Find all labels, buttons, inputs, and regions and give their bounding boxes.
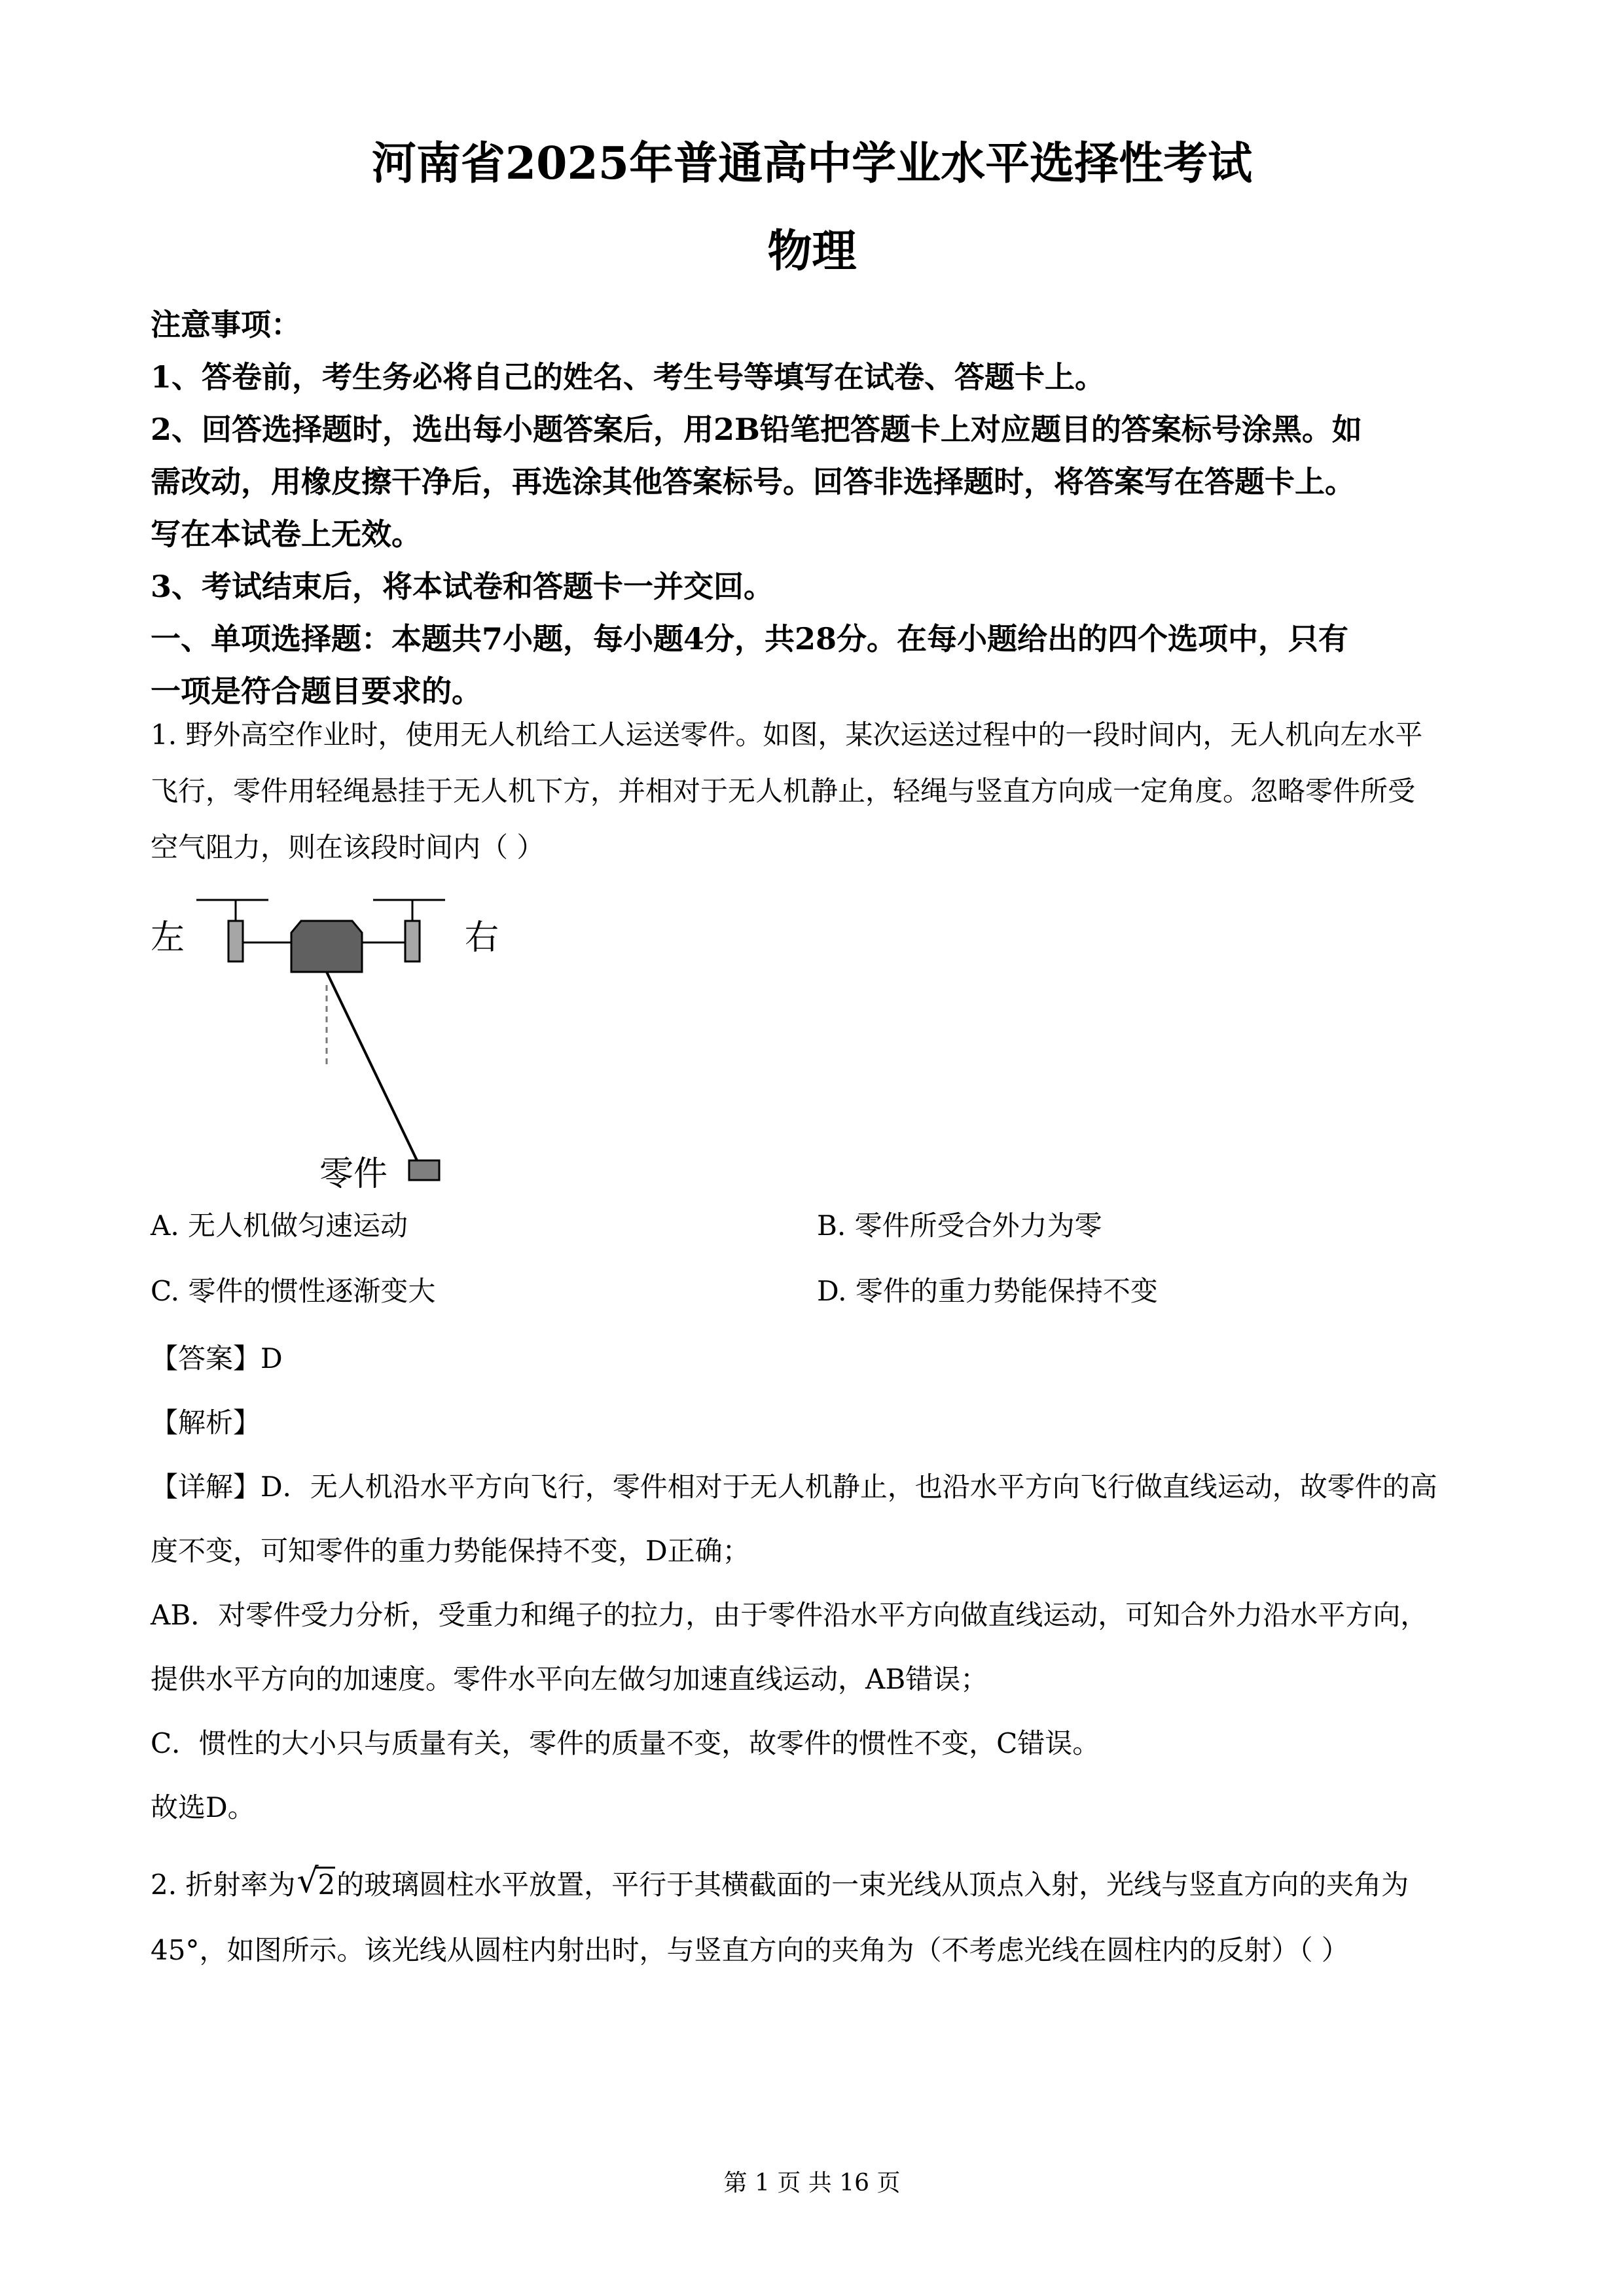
page-footer: 第 1 页 共 16 页 bbox=[723, 2170, 901, 2197]
question-2-line-1-post: 的玻璃圆柱水平放置，平行于其横截面的一束光线从顶点入射，光线与竖直方向的夹角为 bbox=[336, 1869, 1409, 1901]
section-heading-line-2: 一项是符合题目要求的。 bbox=[151, 673, 482, 709]
section-heading-line-1: 一、单项选择题：本题共7小题，每小题4分，共28分。在每小题给出的四个选项中，只有 bbox=[151, 621, 1349, 656]
notice-item-2-line-3: 写在本试卷上无效。 bbox=[151, 516, 422, 552]
right-propeller-icon bbox=[373, 900, 445, 921]
rope-line bbox=[327, 972, 418, 1162]
drone-figure bbox=[144, 887, 511, 1194]
part-label: 零件 bbox=[319, 1155, 388, 1194]
notice-item-2-line-1: 2、回答选择题时，选出每小题答案后，用2B铅笔把答题卡上对应题目的答案标号涂黑。如 bbox=[151, 412, 1362, 447]
option-c: C. 零件的惯性逐渐变大 bbox=[151, 1275, 436, 1307]
sqrt-symbol: √ bbox=[297, 1861, 319, 1901]
notice-item-2-line-2: 需改动，用橡皮擦干净后，再选涂其他答案标号。回答非选择题时，将答案写在答题卡上。 bbox=[151, 464, 1355, 499]
notice-item-3: 3、考试结束后，将本试卷和答题卡一并交回。 bbox=[151, 569, 774, 604]
part-block-icon bbox=[409, 1160, 439, 1180]
answer-line bbox=[151, 1327, 1479, 1391]
sqrt-two-expression bbox=[297, 1852, 335, 1918]
right-rotor-housing-icon bbox=[362, 921, 420, 961]
notice-section bbox=[151, 298, 1479, 717]
detail-line-5: C．惯性的大小只与质量有关，零件的质量不变，故零件的惯性不变，C错误。 bbox=[151, 1727, 1100, 1759]
exam-title: 河南省2025年普通高中学业水平选择性考试 bbox=[371, 137, 1253, 190]
question-2-line-2: 45°，如图所示。该光线从圆柱内射出时，与竖直方向的夹角为（不考虑光线在圆柱内的反射）（ ） bbox=[151, 1934, 1349, 1966]
question-2-stem bbox=[151, 1852, 1479, 1983]
question-2-line-1 bbox=[151, 1852, 1479, 1918]
left-propeller-icon bbox=[196, 900, 268, 921]
option-d: D. 零件的重力势能保持不变 bbox=[817, 1275, 1158, 1307]
detail-tag: 【详解】 bbox=[151, 1471, 261, 1503]
drone-body-icon bbox=[291, 921, 362, 972]
right-label: 右 bbox=[465, 918, 499, 958]
detail-line-4: 提供水平方向的加速度。零件水平向左做匀加速直线运动，AB错误； bbox=[151, 1663, 988, 1695]
sqrt-value: 2 bbox=[315, 1867, 335, 1901]
detail-line-2: 度不变，可知零件的重力势能保持不变，D正确； bbox=[151, 1535, 750, 1567]
question-1-line-1: 1. 野外高空作业时，使用无人机给工人运送零件。如图，某次运送过程中的一段时间内，无人机向左水平 bbox=[151, 719, 1423, 751]
question-1-line-2: 飞行，零件用轻绳悬挂于无人机下方，并相对于无人机静止，轻绳与竖直方向成一定角度。忽略零件所受 bbox=[151, 775, 1416, 807]
left-rotor-housing-icon bbox=[228, 921, 291, 961]
answer-value: D bbox=[261, 1342, 283, 1374]
subject-title: 物理 bbox=[767, 225, 857, 278]
detail-line-3: AB．对零件受力分析，受重力和绳子的拉力，由于零件沿水平方向做直线运动，可知合外力沿水平方向， bbox=[151, 1599, 1428, 1631]
question-1-line-3: 空气阻力，则在该段时间内（ ） bbox=[151, 831, 545, 863]
answer-section bbox=[151, 1327, 1479, 1840]
detail-line-6: 故选D。 bbox=[151, 1791, 255, 1823]
notice-heading: 注意事项： bbox=[151, 307, 301, 342]
detail-text-1: D．无人机沿水平方向飞行，零件相对于无人机静止，也沿水平方向飞行做直线运动，故零件的高 bbox=[261, 1471, 1437, 1503]
answer-tag: 【答案】 bbox=[151, 1342, 261, 1374]
question-2-line-1-pre: 2. 折射率为 bbox=[151, 1869, 296, 1901]
question-1-stem bbox=[151, 707, 1479, 876]
option-b: B. 零件所受合外力为零 bbox=[817, 1210, 1102, 1242]
left-label: 左 bbox=[151, 918, 185, 958]
analysis-tag: 【解析】 bbox=[151, 1407, 261, 1439]
detail-line-1 bbox=[151, 1455, 1479, 1519]
option-a: A. 无人机做匀速运动 bbox=[151, 1210, 408, 1242]
notice-item-1: 1、答卷前，考生务必将自己的姓名、考生号等填写在试卷、答题卡上。 bbox=[151, 359, 1106, 395]
